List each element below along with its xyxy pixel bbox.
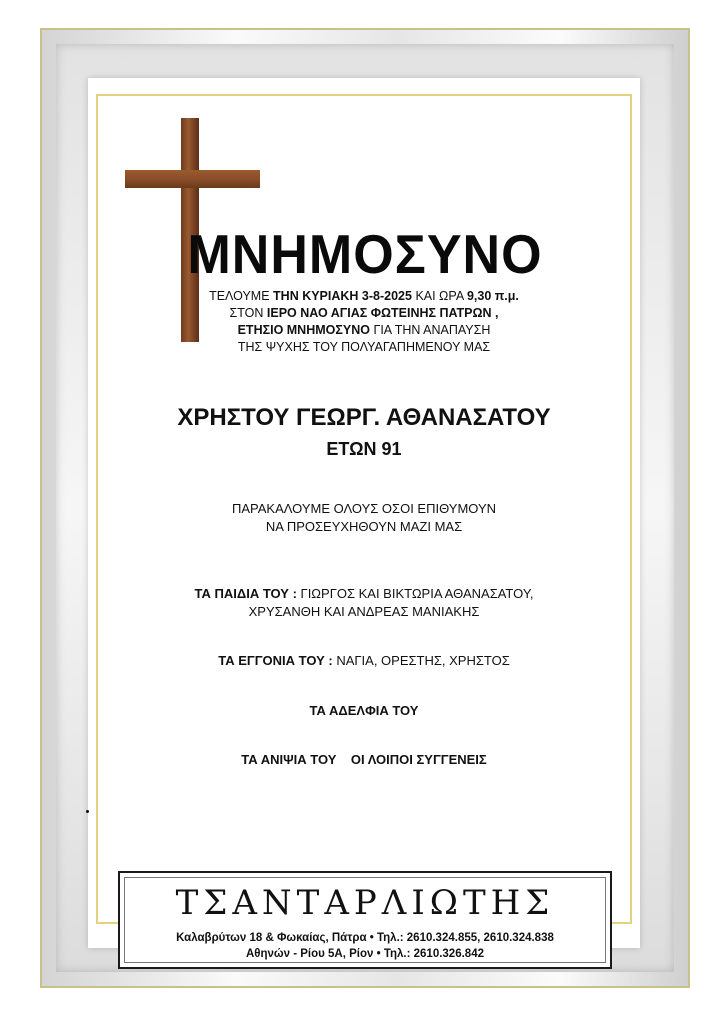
intro-line-3: ΕΤΗΣΙΟ ΜΝΗΜΟΣΥΝΟ ΓΙΑ ΤΗΝ ΑΝΑΠΑΥΣΗ <box>237 323 491 337</box>
children-list <box>96 585 632 621</box>
footer-address-2: Αθηνών - Ρίου 5Α, Ρίον • Τηλ.: 2610.326.842 <box>245 948 484 960</box>
prayer-request <box>96 500 632 536</box>
cross-icon-beam <box>125 170 260 188</box>
nephews-line: ΤΑ ΑΝΙΨΙΑ ΤΟΥ ΟΙ ΛΟΙΠΟΙ ΣΥΓΓΕΝΕΙΣ <box>241 752 487 767</box>
footer-address-1: Καλαβρύτων 18 & Φωκαίας, Πάτρα • Τηλ.: 2610.324.855, 2610.324.838 <box>176 932 554 944</box>
grandchildren-list: ΤΑ ΕΓΓΟΝΙΑ ΤΟΥ : ΝΑΓΙΑ, ΟΡΕΣΤΗΣ, ΧΡΗΣΤΟΣ <box>218 653 510 668</box>
funeral-home-logo: ΤΣΑΝΤΑΡΛΙΩΤΗΣ <box>175 883 555 923</box>
intro-line-4: ΤΗΣ ΨΥΧΗΣ ΤΟΥ ΠΟΛΥΑΓΑΠΗΜΕΝΟΥ ΜΑΣ <box>237 340 491 354</box>
intro-line-2: ΣΤΟΝ ΙΕΡΟ ΝΑΟ ΑΓΙΑΣ ΦΩΤΕΙΝΗΣ ΠΑΤΡΩΝ , <box>229 306 499 320</box>
request-line-2: ΝΑ ΠΡΟΣΕΥΧΗΘΟΥΝ ΜΑΖΙ ΜΑΣ <box>265 519 463 534</box>
siblings-line: ΤΑ ΑΔΕΛΦΙΑ ΤΟΥ <box>309 703 419 718</box>
request-line-1: ΠΑΡΑΚΑΛΟΥΜΕ ΟΛΟΥΣ ΟΣΟΙ ΕΠΙΘΥΜΟΥΝ <box>231 501 497 516</box>
funeral-home-footer <box>118 871 612 969</box>
deceased-name: ΧΡΗΣΤΟΥ ΓΕΩΡΓ. ΑΘΑΝΑΣΑΤΟΥ <box>177 404 551 431</box>
deceased-age: ΕΤΩΝ 91 <box>326 439 402 459</box>
children-line-1: ΤΑ ΠΑΙΔΙΑ ΤΟΥ : ΓΙΩΡΓΟΣ ΚΑΙ ΒΙΚΤΩΡΙΑ ΑΘΑΝΑΣΑΤΟΥ, <box>194 586 534 601</box>
intro-line-1: ΤΕΛΟΥΜΕ ΤΗΝ ΚΥΡΙΑΚΗ 3-8-2025 ΚΑΙ ΩΡΑ 9,30 π.μ. <box>209 289 519 303</box>
notice-title: ΜΝΗΜΟΣΥΝΟ <box>187 224 543 286</box>
children-line-2: ΧΡΥΣΑΝΘΗ ΚΑΙ ΑΝΔΡΕΑΣ ΜΑΝΙΑΚΗΣ <box>248 604 480 619</box>
scan-dot <box>86 810 89 813</box>
intro-text <box>96 288 632 356</box>
